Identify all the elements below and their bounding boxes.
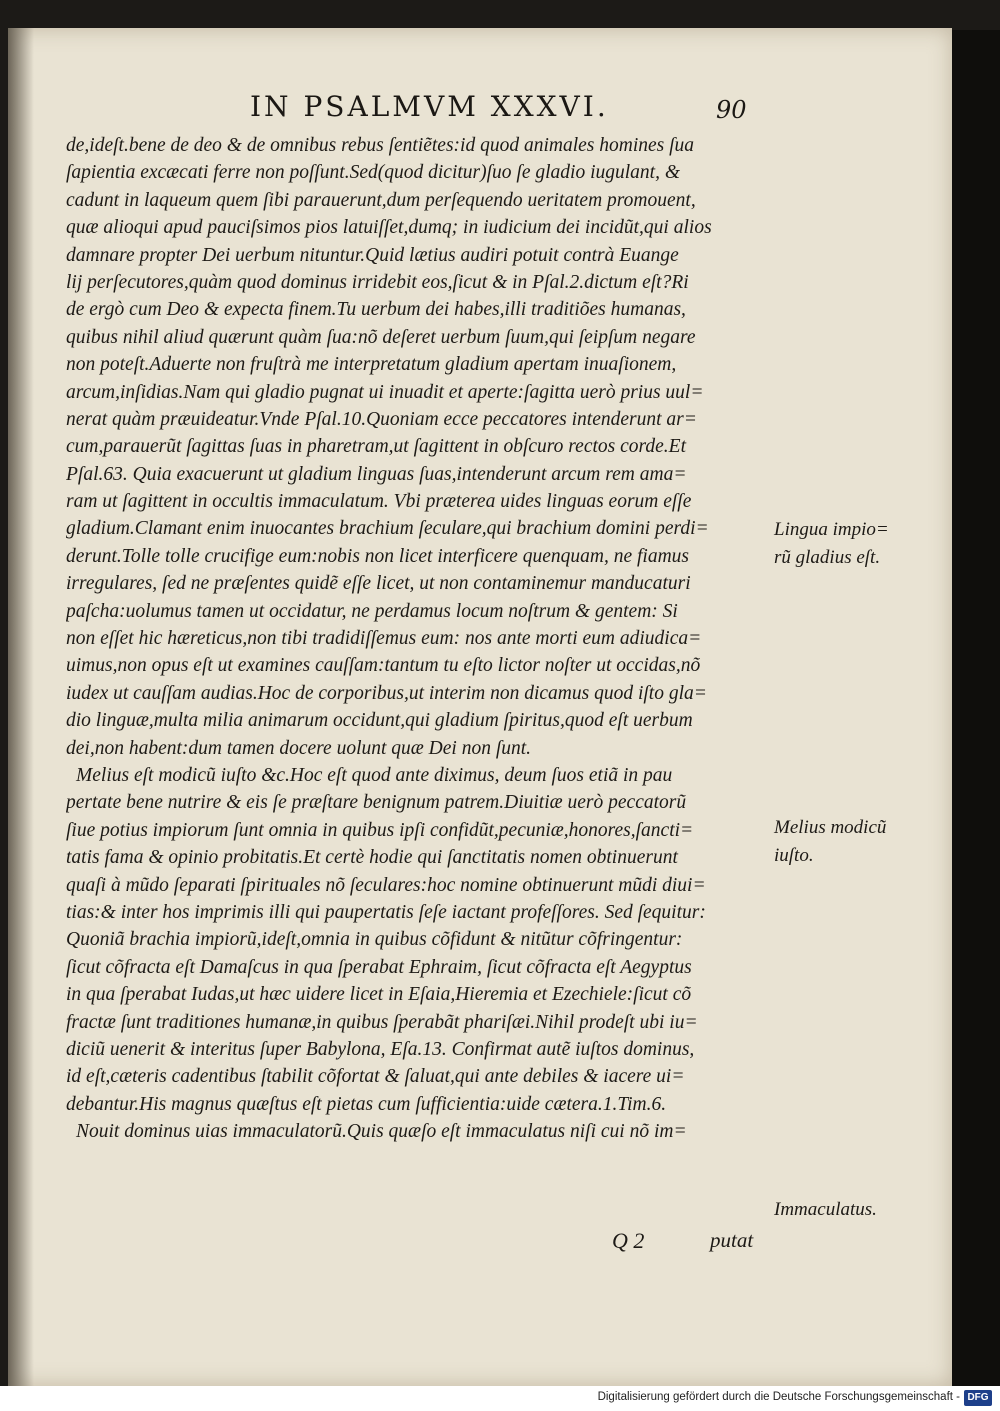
margin-note-lingua (774, 516, 900, 572)
text-line: nerat quàm præuideatur.Vnde Pſal.10.Quoniam ecce peccatores intenderunt ar= (66, 408, 697, 430)
dfg-logo-icon[interactable]: DFG (964, 1390, 992, 1406)
signature-mark: Q 2 (612, 1228, 645, 1253)
text-line: tias:& inter hos imprimis illi qui paupertatis ſeſe iactant profeſſores. Sed ſequitur: (66, 901, 706, 923)
text-line: arcum,inſidias.Nam qui gladio pugnat ui inuadit et aperte:ſagitta uerò prius uul= (66, 381, 704, 403)
catchword: putat (710, 1228, 754, 1252)
text-line: dio linguæ,multa milia animarum occidunt,qui gladium ſpiritus,quod eſt uerbum (66, 710, 693, 732)
text-line: non eſſet hic hæreticus,non tibi tradidiſſemus eum: nos ante morti eum adiudica= (66, 628, 702, 650)
text-line: iudex ut cauſſam audias.Hoc de corporibus,ut interim non dicamus quod iſto gla= (66, 682, 707, 704)
text-line: fractæ ſunt traditiones humanæ,in quibus ſperabãt phariſæi.Nihil prodeſt ubi iu= (66, 1011, 698, 1033)
text-line: de ergò cum Deo & expecta finem.Tu uerbum dei habes,illi traditiões humanas, (66, 299, 686, 321)
text-line: de,ideſt.bene de deo & de omnibus rebus ſentiẽtes:id quod animales homines ſua (66, 135, 695, 156)
text-line: lij perſecutores,quàm quod dominus irridebit eos,ſicut & in Pſal.2.dictum eſt?Ri (66, 271, 689, 293)
folio-number: 90 (716, 96, 747, 124)
text-line: pertate bene nutrire & eis ſe præſtare benignum patrem.Diuitiæ uerò peccatorũ (66, 792, 687, 814)
footer-bar (0, 1386, 1000, 1411)
text-line: ſiue potius impiorum ſunt omnia in quibus ipſi confidũt,pecuniæ,honores,ſancti= (66, 819, 694, 841)
text-line: non poteſt.Aduerte non fruſtrà me interpretatum gladium apertam inuaſionem, (66, 354, 677, 376)
text-line: cadunt in laqueum quem ſibi parauerunt,dum perſequendo ueritatem promouent, (66, 189, 696, 211)
margin-note-melius (774, 814, 900, 870)
text-line: debantur.His magnus quæſtus eſt pietas cum ſufficientia:uide cætera.1.Tim.6. (66, 1093, 667, 1115)
margin-note-line: rũ gladius eſt. (774, 547, 881, 568)
text-line: ram ut ſagittent in occultis immaculatum. Vbi præterea uides linguas eorum eſſe (66, 491, 692, 513)
main-text (66, 132, 772, 1145)
text-line: uimus,non opus eſt ut examines cauſſam:tantum tu eſto lictor noſter ut occidas,nõ (66, 655, 701, 677)
scan-edge (952, 30, 1000, 1386)
text-line: irregulares, ſed ne præſentes quidẽ eſſe licet, ut non contaminemur manducaturi (66, 573, 691, 595)
text-line: paſcha:uolumus tamen ut occidatur, ne perdamus locum noſtrum & gentem: Si (66, 600, 678, 622)
text-line: Quoniã brachia impiorũ,ideſt,omnia in quibus cõfidunt & nitũtur cõfringentur: (66, 929, 683, 951)
margin-note-immaculatus (774, 1196, 900, 1224)
text-line: derunt.Tolle tolle crucifige eum:nobis non licet interficere quenquam, ne fiamus (66, 545, 689, 567)
text-line: quæ alioqui apud pauciſsimos pios latuiſſet,dumq; in iudicium dei incidũt,qui alios (66, 217, 712, 239)
margin-note-line: Lingua impio= (774, 519, 889, 540)
text-line: ſicut cõfracta eſt Damaſcus in qua ſperabat Ephraim, ſicut cõfracta eſt Aegyptus (66, 956, 692, 978)
text-line: in qua ſperabat Iudas,ut hæc uidere licet in Eſaia,Hieremia et Ezechiele:ſicut cõ (66, 984, 692, 1006)
text-line: Pſal.63. Quia exacuerunt ut gladium linguas ſuas,intenderunt arcum rem ama= (66, 463, 687, 485)
text-line: dei,non habent:dum tamen docere uolunt quæ Dei non ſunt. (66, 737, 532, 759)
text-line: damnare propter Dei uerbum nituntur.Quid lætius audiri potuit contrà Euange (66, 244, 679, 266)
text-line: gladium.Clamant enim inuocantes brachium ſeculare,qui brachium domini perdi= (66, 518, 709, 540)
text-line: Nouit dominus uias immaculatorũ.Quis quæſo eſt immaculatus niſi cui nõ im= (76, 1121, 687, 1143)
text-line: tatis fama & opinio probitatis.Et certè hodie qui ſanctitatis nomen obtinuerunt (66, 847, 678, 869)
text-line: diciũ uenerit & interitus ſuper Babylona, Eſa.13. Confirmat autẽ iuſtos dominus, (66, 1038, 695, 1060)
text-line: ſapientia excæcati ferre non poſſunt.Sed(quod dicitur)ſuo ſe gladio iugulant, & (66, 162, 680, 184)
text-line: quibus nihil aliud quærunt quàm ſua:nõ deſeret uerbum ſuum,qui ſeipſum negare (66, 326, 696, 348)
text-line: cum,parauerũt ſagittas ſuas in pharetram,ut ſagittent in obſcuro rectos corde.Et (66, 436, 686, 458)
margin-note-line: Immaculatus. (774, 1199, 877, 1220)
text-line: Melius eſt modicũ iuſto &c.Hoc eſt quod ante diximus, deum ſuos etiã in pau (76, 764, 673, 786)
running-head: IN PSALMVM XXXVI. (250, 90, 609, 123)
margin-note-line: Melius modicũ (774, 817, 887, 838)
text-line: id eſt,cæteris cadentibus ſtabilit cõfortat & ſaluat,qui ante debiles & iacere ui= (66, 1066, 685, 1088)
margin-note-line: iuſto. (774, 845, 814, 866)
text-line: quaſi à mũdo ſeparati ſpirituales nõ ſeculares:hoc nomine obtinuerunt mũdi diui= (66, 874, 706, 896)
footer-credit: Digitalisierung gefördert durch die Deutsche Forschungsgemeinschaft - (597, 1391, 960, 1403)
